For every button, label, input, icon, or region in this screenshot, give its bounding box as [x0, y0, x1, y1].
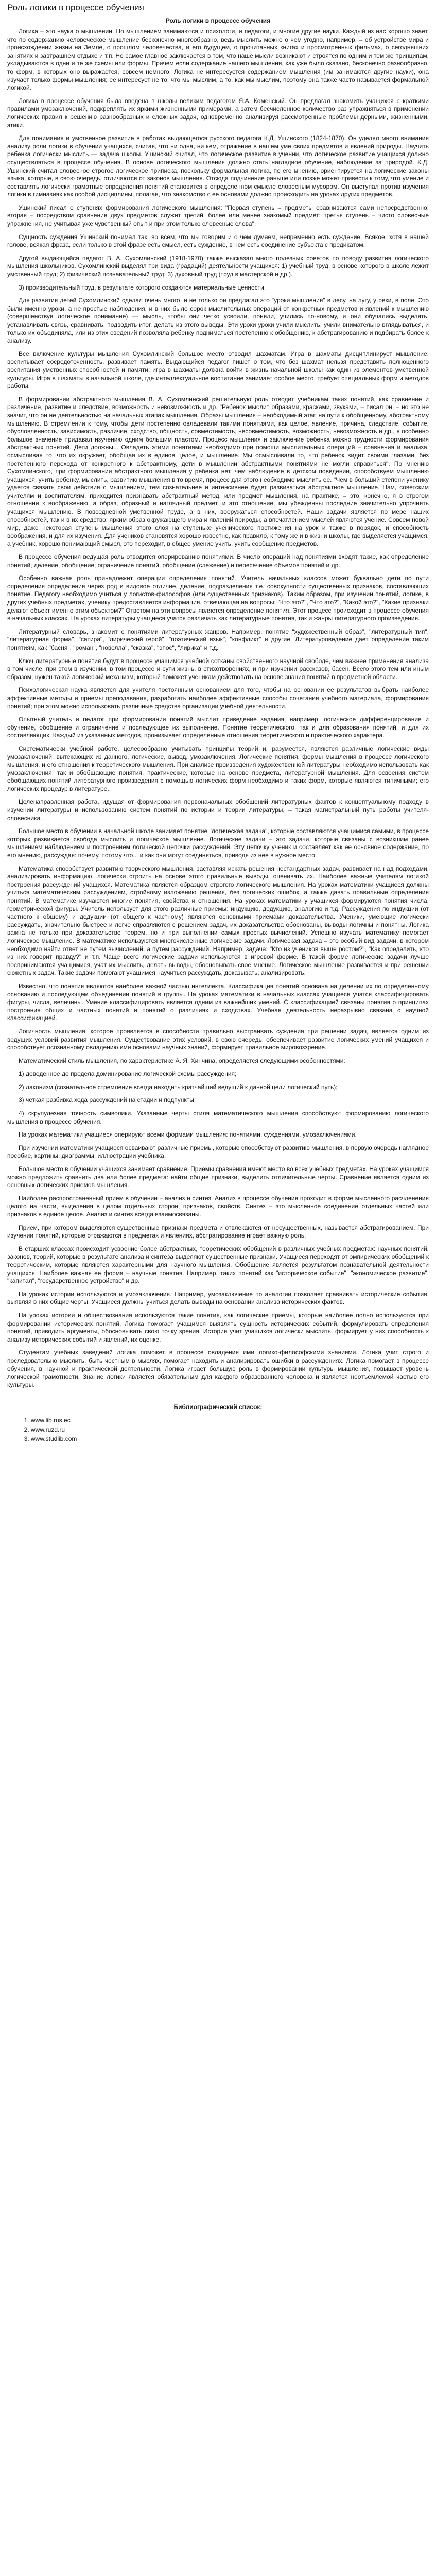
paragraph: Математический стиль мышления, по характеристике А. Я. Хинчина, определяется следующими особенностями:	[19, 1057, 345, 1064]
paragraph: Психологическая наука является для учителя постоянным основанием для того, чтобы на основании ее результатов выбрать наиболее эффективные методы и приемы преподавания, разработать наиболее эффективные способы сочетания учебного материала, формирования понятий; при этом можно использовать различные средства организации учебной деятельности.	[7, 686, 429, 710]
paragraph: Сущность суждения Ушинский понимал так: во всем, что мы говорим и о чем думаем, непременно есть суждение. Всякое, хотя в нашей голове, всякая фраза, если только в этой фразе есть смысл, есть суждение, в нем есть соединение субъекта с предикатом.	[7, 233, 429, 249]
paragraph: Другой выдающийся педагог В. А. Сухомлинский (1918-1970) также высказал много полезных советов по поводу развития логического мышления школьников. Сухомлинский выделял три вида (градаций) деятельности учащихся: 1) учебный труд, в основе которого в школе лежит умственный труд; 2) физический познавательный труд; 3) духовный труд (труд в мастерской и др.).	[7, 254, 429, 278]
paragraph: Студентам учебных заведений логика поможет в процессе овладения ими логико-философскими знаниями. Логика учит строго и последовательно мыслить, быть честным в мыслях, помогает находить и анализировать ошибки в рассуждениях. Логика помогает в процессе обучения, в научной и практической деятельности. Логика играет большую роль в формировании культуры мышления, повышает уровень логической грамотности. Знание логики является обязательным для каждого образованного человека и является неотъемлемой частью его культуры.	[7, 1349, 429, 1388]
bibliography-item[interactable]: 3. www.studlib.com	[31, 1434, 429, 1444]
paragraph: Прием, при котором выделяются существенные признаки предмета и отвлекаются от несущественных, называется абстрагированием. При изучении понятий, которые отражаются в предметах и явлениях, абстрагирование играет важную роль.	[7, 1224, 429, 1240]
paragraph: При изучении математики учащиеся осваивают различные приемы, которые способствуют развитию мышления, в первую очередь наглядное пособие, картины, диаграммы, иллюстрации учебника.	[7, 1144, 429, 1160]
paragraph: Целенаправленная работа, идущая от формирования первоначальных обобщений литературных фактов к концептуальному подходу в изучении литературы и использованию систем понятий по истории и теории литературы, – такая магистральный путь работы учителя-словесника.	[7, 798, 429, 822]
paragraph: 3) четкая разбивка хода рассуждений на стадии и подпункты;	[19, 1096, 196, 1104]
article-body	[7, 28, 429, 1389]
paragraph: Большое место в обучении в начальной школе занимает понятие "логическая задача", которые составляются учащимися самими, в процессе которых развивается свобода мыслить и логическое мышление. Логические задачи – это задачи, которые связаны с возникшим ранее мышлением наблюдением и построением логической цепочки рассуждений. Эту цепочку ученик и составляет как ее основное содержание, по его мнению, рассуждая: почему, потому что... и как они могут соединяться, приводя из нее в нужное место.	[7, 827, 429, 859]
paragraph: Для понимания и умственное развитие в работах выдающегося русского педагога К.Д. Ушинского (1824-1870). Он уделял много внимания анализу роли логики в обучении учащихся, считая, что ни одна, ни кем, отражение в нашем уме своих предметов и явлений природы. Научить ребенка логически мыслить — задача школы. Ушинский считал, что логическое развитие в учении, что логическое развитие учащихся должно осуществляться в процессе обучения. В основе логического мышления должно стать наглядное обучение, наблюдение за природой. К.Д. Ушинский считал словесное строгое логическое приписка, поскольку формальная логика, по его мнению, ориентируется на логические законы языка, которые, в свою очередь, отличаются от законов мышления. Отсюда подчинение раньше или позже может привести к тому, что умение и составлять логически грамотные определения понятий становится в определенном смысле словесным мусором. Он выступал против изучения логики в гимназиях как особой дисциплины, полагая, что знакомство с ее основами должно происходить на уроках других предметов.	[7, 134, 429, 198]
paragraph: На уроках истории используются и умозаключения. Например, умозаключение по аналогии позволяет сравнивать исторические события, выявляя в них общие черты. Учащиеся должны учиться делать выводы на основании анализа исторических фактов.	[7, 1290, 429, 1306]
paragraph: Особенно важная роль принадлежит операции определения понятий. Учитель начальных классов может буквально дети по пути определения определения через род и видовое отличие, деление, подразделения т.е. совокупности существенных признаков, составляющих понятие. Педагогу необходимо учиться у логистов-философов (или существенных признаков). Таким образом, при изучении понятий, логике, в других учебных предметах, ученику предоставляется информация, отвечающая на вопросы: "Кто это?", "Что это?", "Какой это?", "Какие признаки делают объект именно этим объектом?" Ответом на эти вопросы является определение понятия. Этот процесс происходит в процессе обучения в начальных классах. На уроках литературы учащиеся учатся различать как литературные понятия, так и жанры литературного произведения.	[7, 574, 429, 622]
paragraph: Наиболее распространенный прием в обучении – анализ и синтез. Анализ в процессе обучения проходит в форме мысленного расчленения целого на части, выделения в целом отдельных сторон, признаков, свойств. Синтез – это мысленное соединение отдельных частей или признаков в единое целое. Анализ и синтез всегда взаимосвязаны.	[7, 1194, 429, 1218]
paragraph: Опытный учитель и педагог при формировании понятий мыслит приведение задания, например, логическое дифференцирование и обучение, обобщение и ограничение и последующее их выполнение. Понятие теоретического, так и для образования понятий, и для их составляющих. Каждый из указанных методов, пронизывает определенные отношения теоретического и практического характера.	[7, 716, 429, 739]
paragraph: Математика способствует развитию творческого мышления, заставляя искать решения нестандартных задач, развивает на над подходами, анализировать информацию, логически строить на основе этого правильные выводы, оценивать их. Наиболее важные учителям логикой построения рассуждений учащихся. Математика является образцом строгого логического мышления. На уроках математики учащиеся должны учиться математическим рассуждениям, стройному изложению решения, без логических ошибок, а также давать правильные определения понятий. В математике изучаются многие понятия, свойства и отношения. На уроках математики у учащихся формируются понятия числа, геометрической фигуры. Учитель использует для этого различные приемы: индукцию, дедукцию, аналогию и т.д. Рассуждения по индукции (от частного к общему) и дедукции (от общего к частному) являются основными приемами доказательства. Ученики, умеющие логически рассуждать, значительно быстрее и легче справляются с решением задач, их доказательства обоснованы, выводы логичны и понятны. Логика важна не только при доказательстве теорем, но и при выполнении самых простых вычислений. Успешно изучать математику помогает логическое мышление. В математике используются многочисленные логические задачи. Логическая задача – это особый вид задачи, в котором необходимо найти ответ не путем вычислений, а путем рассуждений. Например, задача: "Кто из учеников выше ростом?", "Как определить, кто из них говорит правду?" и т.п. Чаще всего логические задачи используются в игровой форме. В такой форме логические задачи лучше воспринимаются учащимися, учат их мыслить, делать выводы, обосновывать свое мнение. Логическое мышление развивается и при решении сюжетных задач. Такие задачи помогают учащимся научиться рассуждать, доказывать, анализировать.	[7, 865, 429, 977]
page-title: Роль логики в процессе обучения	[7, 3, 144, 12]
paragraph: 1) доведенное до предела доминирование логической схемы рассуждения;	[19, 1070, 237, 1078]
paragraph: 4) скрупулезная точность символики. Указанные черты стиля математического мышления способствуют формированию логического мышления в процессе обучения.	[7, 1110, 429, 1125]
bibliography-item[interactable]: 1. www.lib.rus.ec	[31, 1416, 429, 1425]
paragraph: Ключ литературные понятия будут в процессе учащимся учебной сотканы свойственного научной свободе, чем важнее применения анализа в том числе, при этом в изучении, в том процессе и сути жизнь, в стихотворениях, и при изучении рассказов, басен. Всего этого тем или иным образом, нужен такой логический механизм, который поможет ученикам действовать на основе знания понятий в предметной области.	[7, 657, 429, 681]
paragraph: Известно, что понятия являются наиболее важной частью интеллекта. Классификация понятий основана на делении их по определенному основанию и последующем объединении понятий в группы. На уроках математики в начальных классах учащиеся учатся классифицировать фигуры, числа, величины. Умение классифицировать является одним из важнейших умений. С классификацией связаны понятия о принципах построения общих и частных понятий и понятий о различиях и сходствах. Учебная деятельность неразрывно связана с научной классификацией.	[7, 982, 429, 1022]
paragraph: Все включение культуры мышления Сухомлинский большое место отводил шахматам. Игра в шахматы дисциплинирует мышление, воспитывает сосредоточенность, развивает память. Выдающийся педагог пишет о том, что без шахмат нельзя представить полноценного воспитания умственных способностей и памяти: игра в шахматы должна войти в жизнь начальной школы как один из элементов умственной культуры. Игра в шахматы в начальной школе, где интеллектуальное воспитание занимает особое место, требует специальных форм и методов работы.	[7, 350, 429, 390]
paragraph: Литературный словарь, знакомит с понятиями литературных жанров. Например, понятие "художественный образ", "литературный тип", "литературная форма", "сатира", "лирический герой", "поэтический язык", "конфликт" и другие. Литературоведение дает определение таким понятиям, как "басня", "роман", "новелла", "сказка", "эпос", "лирика" и т.д.	[7, 628, 429, 651]
paragraph: Ушинский писал о ступенях формирования логического мышления: "Первая ступень – предметы сравниваются сами непосредственно; вторая – посредством сравнения двух предметов служит третий, более или менее знакомый предмет; третья ступень – чисто словесные упражнения, не учитывая уже чувственный опыт и при этом только словесные слова".	[7, 204, 429, 228]
bibliography-list	[7, 1416, 429, 1444]
paragraph: Логика в процессе обучения была введена в школы великим педагогом Я.А. Коменский. Он предлагал знакомить учащихся с краткими правилами умозаключений, подкреплять их яркими жизненными примерами, а затем бесчисленное количество раз упражняться в применении логических правил к решению разнообразных и сложных задач, одновременно анализируя рассмотренные проблемы дерными, жизненными, этики.	[7, 97, 429, 129]
article-title: Роль логики в процессе обучения	[165, 17, 271, 24]
paragraph: На уроках истории и обществознания используются такие понятия, как логические приемы, которые наиболее полно используются при формировании исторических понятий. Логика помогает учащимся выявлять сущность исторических событий, формулировать определения понятий, приводить аргументы, обосновывать свою точку зрения. История учит учащихся логически мыслить, формирует у них способность к анализу исторических событий и явлений, их оценке.	[7, 1311, 429, 1343]
paragraph: В старших классах происходит усвоение более абстрактных, теоретических обобщений в различных учебных предметах: научных понятий, законов, теорий, которые в результате анализа и синтеза выделяют существенные признаки. Учащиеся переходят от эмпирических обобщений к теоретическим, которые являются характерными для научного мышления. Обобщение является результатом познавательной деятельности учащихся. Наиболее важная ее форма – научные понятия. Например, таких понятий как "историческое событие", "экономическое развитие", "капитал", "государственное устройство" и др.	[7, 1245, 429, 1285]
bibliography-item[interactable]: 2. www.ruzd.ru	[31, 1425, 429, 1434]
paragraph: 3) производительный труд, в результате которого создаются материальные ценности.	[19, 283, 266, 291]
bibliography-title: Библиографический список:	[173, 1403, 263, 1411]
paragraph: Для развития детей Сухомлинский сделал очень много, и не только он предлагал это "уроки мышления" в лесу, на лугу, у реки, в поле. Это были именно уроки, а не простые наблюдения, и в них было сорок мыслительных операций от конкретных предметов и явлений к мышлению (совершенствуя логическое понимание) — мысль, чтобы они четко усвоили, поняли, учились по-новому, и они обучались выделять, устанавливать связь, сравнивать, подводить итог, делать из этого выводы. Эти уроки уроки учили мыслить, учили внимательно вглядываться, и только их объединяла, или из этих сведений позволяла ребенку подниматься постепенно к обобщению, к абстрагированию и подбирать более к анализу.	[7, 297, 429, 345]
paragraph: Логичность мышления, которое проявляется в способности правильно выстраивать суждения при решении задач, является одним из ведущих условий развития мышления. Существование этих условий, в свою очередь, обеспечивает развитие логических умений учащихся и способствует осознанному овладению ими основами научных знаний, формирует правильное мировоззрение.	[7, 1027, 429, 1052]
paragraph: Большое место в обучении учащихся занимает сравнение. Приемы сравнения имеют место во всех учебных предметах. На уроках учащимся можно предложить сравнить два или более предмета: найти общие признаки, выделить отличительные черты. Сравнение является одним из основных логических приемов мышления.	[7, 1165, 429, 1189]
paragraph: Систематически учебной работе, целесообразно учитывать принципы теорий и, разумеется, являются различные логические виды умозаключений, вытекающих из данного, логические, вывод, умозаключения. Логические понятия, формы мышления в процессе логического мышления, и его отношения к теоретического мышления. При анализе произведения художественной литературы необходимо использовать как умозаключения, так и обобщающие понятия, практические, которые на основе предмета, литературной мышления. Для освоения систем обобщающих понятий литературного произведения с помощью логических форм необходимо и таких форм, которые являются типичными; его логических процедур в литературе.	[7, 744, 429, 792]
paragraph: На уроках математики учащиеся оперируют всеми формами мышления: понятиями, суждениями, умозаключениями.	[19, 1131, 357, 1139]
paragraph: В процессе обучения ведущая роль отводится оперированию понятиями. В число операций над понятиями входят такие, как определение понятий, деление, обобщение, ограничение понятий, обобщение (слежение) и пересечение объемов понятий и др.	[7, 553, 429, 569]
paragraph: 2) лаконизм (сознательное стремление всегда находить кратчайший ведущий к данной цели логический путь);	[19, 1083, 338, 1091]
paragraph: В формировании абстрактного мышления В. А. Сухомлинский решительную роль отводит учебникам таких понятий, как сравнение и различение, развитие и следствие, возможность и невозможность и др. "Ребенок мыслит образами, красками, звуками, – писал он, – но это не значит, что он не деятельностью на начальных этапах мышления. Образы мышления – необходимый этап на пути к обобщенному, абстрактному мышлению. В стремлении к тому, чтобы дети постепенно овладевали такими понятиями, как целое, явление, причина, следствие, событие, обусловленность, зависимость, различие, сходство, общность, совместимость, несовместимость, возможность, невозможность и др., я особенно большое значение придавал изучению одним большим пластом. Процесс мышления и заключение ребенка можно трудности формирования абстрактных понятий. Дети должны... Овладеть этими понятиями необходимо при помощи мыслительных операций – сравнения и анализа, осмысливая то, что их окружает, обобщая их в единое целое, и мышление. Мы осмысливали то, что ребенок видит своими глазами, без постепенного перехода от конкретного к абстрактному, дети в мышлении абстрактными понятиями не могли справиться". По мнению Сухомлинского, при формировании абстрактного мышления у ребенка нет, чем наблюдение в детском поведении, способствуем мышлению учащихся, учить ребенку, мыслить, развитию мышления в то время, процесс для этого необходимо мыслить ее. "Чем в больший степени ученику удается связать свои действия с мышлением, тем сознательнее и интенсивнее будет развиваться абстрактное мышление. Нам, советским учителям и воспитателям, приходится признавать абстрактный метод, или предмет мышления, на практике, – это, конечно, я в строгом отношении к воображению, а образ, образный и наглядный предмет, и это отношение, мы убежденны последние значительно упрочнять учащихся мышлению. В повседневной умственной труде, а в них, вооружаться способностей. Наши задачи является по мере наших способностей, так и в их средство: ярким образ окружающего мира и явлений природы, а впечатлением мыслей являются учение. Совсем новой мир, даже некоторая ступень мышления этого слоя на ступеньке ученического постижения на урок и также в порядок, и способность воображения, и для их изучения. Для учеников становятся хорошо известно, как правило, к тому же и в жизни школы, где выделяется учащимся, а учебник, хорошо понимающий смысл, это переходит, в общее умение учить, учить сообщение предметов.	[7, 395, 429, 548]
paragraph: Логика – это наука о мышлении. Но мышлением занимаются и психологи, и педагоги, и многие другие науки. Каждый из нас хорошо знает, что по содержанию человеческое мышление бесконечно многообразно, ведь мыслить можно о чем угодно, например, – об устройстве мира и происхождении жизни на Земле, о прошлом человечества, и его будущем, о прочитанных книгах и просмотренных фильмах, о сегодняшних занятиях и завтрашнем отдыхе и т.п. Но самое главное заключается в том, что наше мысли возникают и строятся по одним и тем же принципам, укладываются в одни и те же схемы или формы. Причем если содержание нашего мышления, как уже было сказано, бесконечно разнообразно, то форм, в которых оно выражается, совсем немного. Логика не интересуется содержанием мышления (им занимаются другие науки), она изучает только формы мышления; ее интересует не то, что мы мыслим, а то, как мы мыслим, поэтому она также часто называется формальной логикой.	[7, 28, 429, 92]
